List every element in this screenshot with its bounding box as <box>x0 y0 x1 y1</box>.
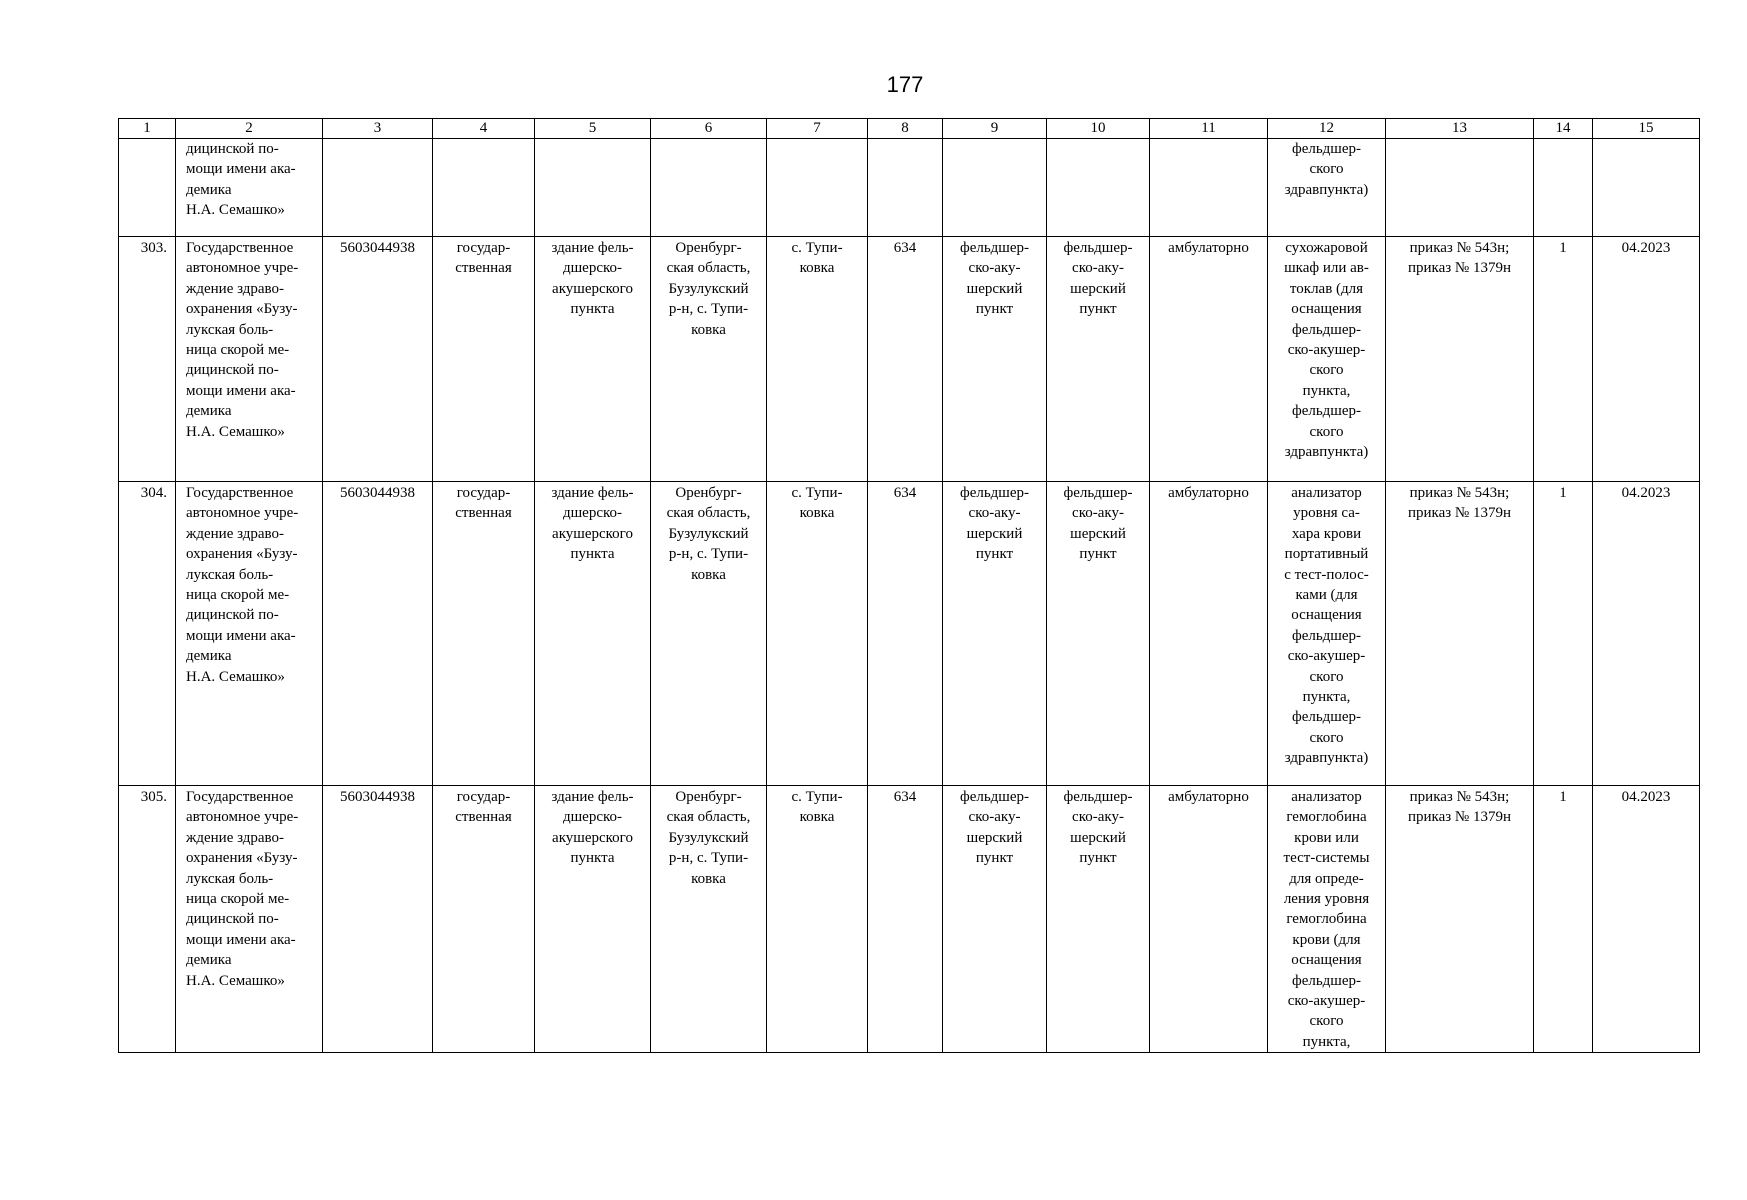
column-header: 1 <box>119 119 176 139</box>
table-cell <box>535 139 651 237</box>
table-row <box>119 786 1700 1053</box>
column-header: 8 <box>868 119 943 139</box>
column-header: 15 <box>1593 119 1700 139</box>
table-cell <box>767 139 868 237</box>
row-number-cell: 303. <box>119 237 176 482</box>
order-cell: приказ № 543н; приказ № 1379н <box>1386 482 1534 786</box>
column-header: 2 <box>176 119 323 139</box>
facility-type-cell: фельдшер- ско-аку- шерский пункт <box>943 786 1047 1053</box>
facility-type-cell: фельдшер- ско-аку- шерский пункт <box>943 237 1047 482</box>
address-cell: Оренбург- ская область, Бузулукский р-н, с. Тупи- ковка <box>651 786 767 1053</box>
address-cell: Оренбург- ская область, Бузулукский р-н, с. Тупи- ковка <box>651 482 767 786</box>
population-cell: 634 <box>868 237 943 482</box>
inn-cell: 5603044938 <box>323 482 433 786</box>
table-cell <box>1150 139 1268 237</box>
column-number-header <box>119 119 1700 139</box>
date-cell: 04.2023 <box>1593 786 1700 1053</box>
table-cell <box>1593 139 1700 237</box>
facility-type-cell: фельдшер- ско-аку- шерский пункт <box>943 482 1047 786</box>
quantity-cell: 1 <box>1534 237 1593 482</box>
population-cell: 634 <box>868 786 943 1053</box>
registry-table <box>118 118 1700 1053</box>
table-cell <box>323 139 433 237</box>
conditions-cell: амбулаторно <box>1150 786 1268 1053</box>
table-row <box>119 482 1700 786</box>
org-name-cell: Государственное автономное учре- ждение здраво- охранения «Бузу- лукская боль- ница скорой ме- дицинской по- мощи имени ака- демика Н.А. Семашко» <box>176 482 323 786</box>
building-cell: здание фель- дшерско- акушерского пункта <box>535 786 651 1053</box>
settlement-cell: с. Тупи- ковка <box>767 237 868 482</box>
table-cell <box>1047 139 1150 237</box>
column-header: 4 <box>433 119 535 139</box>
building-cell: здание фель- дшерско- акушерского пункта <box>535 237 651 482</box>
org-name-cell: Государственное автономное учре- ждение здраво- охранения «Бузу- лукская боль- ница скорой ме- дицинской по- мощи имени ака- демика Н.А. Семашко» <box>176 786 323 1053</box>
subdivision-cell: фельдшер- ско-аку- шерский пункт <box>1047 786 1150 1053</box>
population-cell: 634 <box>868 482 943 786</box>
row-number-cell: 305. <box>119 786 176 1053</box>
page-number: 177 <box>886 72 924 97</box>
date-cell: 04.2023 <box>1593 237 1700 482</box>
continuation-row <box>119 139 1700 237</box>
table-cell <box>868 139 943 237</box>
column-header: 7 <box>767 119 868 139</box>
table-row <box>119 237 1700 482</box>
row-number-cell: 304. <box>119 482 176 786</box>
column-header: 14 <box>1534 119 1593 139</box>
inn-cell: 5603044938 <box>323 786 433 1053</box>
subdivision-cell: фельдшер- ско-аку- шерский пункт <box>1047 482 1150 786</box>
org-name-cell: Государственное автономное учре- ждение здраво- охранения «Бузу- лукская боль- ница скорой ме- дицинской по- мощи имени ака- демика Н.А. Семашко» <box>176 237 323 482</box>
ownership-cell: государ- ственная <box>433 786 535 1053</box>
date-cell: 04.2023 <box>1593 482 1700 786</box>
order-cell: приказ № 543н; приказ № 1379н <box>1386 237 1534 482</box>
column-header: 3 <box>323 119 433 139</box>
order-cell: приказ № 543н; приказ № 1379н <box>1386 786 1534 1053</box>
column-header: 10 <box>1047 119 1150 139</box>
column-header: 9 <box>943 119 1047 139</box>
quantity-cell: 1 <box>1534 786 1593 1053</box>
building-cell: здание фель- дшерско- акушерского пункта <box>535 482 651 786</box>
conditions-cell: амбулаторно <box>1150 482 1268 786</box>
equipment-cell: сухожаровой шкаф или ав- токлав (для оснащения фельдшер- ско-акушер- ского пункта, фельдшер- ского здравпункта) <box>1268 237 1386 482</box>
column-header: 6 <box>651 119 767 139</box>
settlement-cell: с. Тупи- ковка <box>767 482 868 786</box>
table-cell <box>119 139 176 237</box>
conditions-cell: амбулаторно <box>1150 237 1268 482</box>
table-cell <box>651 139 767 237</box>
org-name-cell: дицинской по- мощи имени ака- демика Н.А. Семашко» <box>176 139 323 237</box>
inn-cell: 5603044938 <box>323 237 433 482</box>
ownership-cell: государ- ственная <box>433 237 535 482</box>
table-cell <box>1534 139 1593 237</box>
subdivision-cell: фельдшер- ско-аку- шерский пункт <box>1047 237 1150 482</box>
table-cell <box>433 139 535 237</box>
column-header: 5 <box>535 119 651 139</box>
settlement-cell: с. Тупи- ковка <box>767 786 868 1053</box>
column-header: 13 <box>1386 119 1534 139</box>
quantity-cell: 1 <box>1534 482 1593 786</box>
address-cell: Оренбург- ская область, Бузулукский р-н, с. Тупи- ковка <box>651 237 767 482</box>
column-header: 11 <box>1150 119 1268 139</box>
equipment-cell: анализатор гемоглобина крови или тест-системы для опреде- ления уровня гемоглобина крови (для оснащения фельдшер- ско-акушер- ского пункта, <box>1268 786 1386 1053</box>
ownership-cell: государ- ственная <box>433 482 535 786</box>
table-cell <box>1386 139 1534 237</box>
table-cell <box>943 139 1047 237</box>
column-header: 12 <box>1268 119 1386 139</box>
equipment-cell: фельдшер- ского здравпункта) <box>1268 139 1386 237</box>
equipment-cell: анализатор уровня са- хара крови портативный с тест-полос- ками (для оснащения фельдшер- ско-акушер- ского пункта, фельдшер- ского здравпункта) <box>1268 482 1386 786</box>
